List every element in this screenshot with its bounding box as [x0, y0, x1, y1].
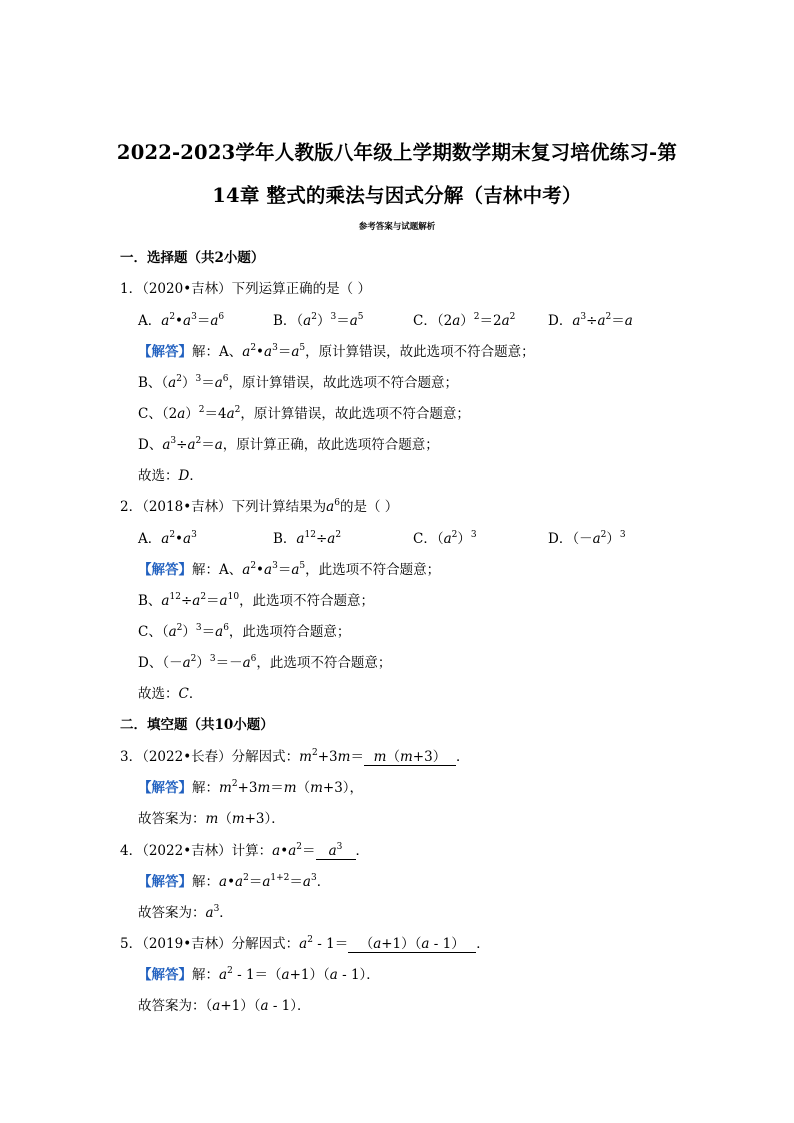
question-source: （2020•吉林）: [142, 281, 232, 297]
question-number: 1．: [120, 281, 143, 297]
q1-conclusion: 故选：D．: [138, 468, 203, 484]
section-heading-choice: 一．选择题（共2小题）: [120, 250, 265, 266]
question-1: [120, 280, 371, 298]
q1-answer: D: [178, 468, 190, 484]
q5-conclusion: 故答案为：（a+1）（a - 1）．: [138, 998, 311, 1014]
q1-solution-d: D、$a^3\div a^2=a$，原计算正确，故此选项符合题意；: [138, 436, 439, 453]
q2-option-d: D．$(-a^2)^3$: [548, 530, 626, 547]
q5-answer-blank: （a+1）（a - 1）: [348, 937, 476, 953]
q2-option-a: A．$a^2•a^3$: [138, 530, 197, 547]
q2-solution-d: D、$(-a^2)^3=-a^6$，此选项不符合题意；: [138, 654, 392, 671]
q1-option-b: B．$(a^2)^3=a^5$: [273, 312, 364, 329]
q2-conclusion: 故选：C．: [138, 686, 203, 702]
question-source: （2019•吉林）: [142, 936, 232, 952]
question-3: 3．（2022•长春）分解因式：$m^2+3m= m(m+3)$ ．: [120, 748, 470, 765]
q1-option-d: D．$a^3\div a^2=a$: [548, 312, 633, 329]
q1-solution-c: C、$(2a)^2=4a^2$，原计算错误，故此选项不符合题意；: [138, 405, 470, 422]
document-title-line2: 14章 整式的乘法与因式分解（吉林中考）: [212, 184, 582, 207]
q1-solution-a: 【解答】解：A、$a^2•a^3=a^5$，原计算错误，故此选项不符合题意；: [138, 343, 535, 360]
q4-answer-blank: $a^3$: [316, 844, 356, 860]
question-source: （2022•长春）: [142, 749, 232, 765]
section-heading-fill: 二．填空题（共10小题）: [120, 717, 274, 733]
q2-solution-a: 【解答】解：A、$a^2•a^3=a^5$，此选项不符合题意；: [138, 561, 441, 578]
document-subtitle: 参考答案与试题解析: [358, 222, 436, 232]
q3-conclusion: 故答案为：m（m+3）．: [138, 811, 285, 827]
answer-tag: 【解答】: [138, 344, 192, 360]
q2-option-b: B．$a^{12}\div a^2$: [273, 530, 342, 547]
q2-answer: C: [178, 686, 189, 702]
q2-solution-b: B、$a^{12}\div a^2=a^{10}$，此选项不符合题意；: [138, 592, 375, 609]
q4-solution: 【解答】解：$a•a^2=a^{1+2}=a^3$．: [138, 873, 331, 890]
q5-solution: 【解答】解：$a^2 - 1=(a+1)(a - 1)$．: [138, 966, 380, 983]
question-text: 下列运算正确的是（ ）: [231, 281, 371, 297]
question-5: 5．（2019•吉林）分解因式：$a^2 - 1= (a+1)(a - 1)$ ．: [120, 935, 490, 952]
q2-option-c: C．$(a^2)^3$: [413, 530, 477, 547]
answer-tag: 【解答】: [138, 562, 192, 578]
question-source: （2018•吉林）: [142, 499, 232, 515]
answer-tag: 【解答】: [138, 780, 192, 796]
answer-tag: 【解答】: [138, 967, 192, 983]
q3-solution: 【解答】解：$m^2+3m=m(m+3)$，: [138, 779, 364, 796]
document-title-line1: 2022-2023学年人教版八年级上学期数学期末复习培优练习-第: [116, 141, 678, 164]
question-2: 2．（2018•吉林）下列计算结果为$a^6$的是（ ）: [120, 498, 399, 515]
q1-option-a: A．$a^2•a^3=a^6$: [138, 312, 225, 329]
q4-conclusion: 故答案为：$a^3$．: [138, 904, 233, 921]
q1-solution-b: B、$(a^2)^3=a^6$，原计算错误，故此选项不符合题意；: [138, 374, 458, 391]
answer-tag: 【解答】: [138, 874, 192, 890]
q2-solution-c: C、$(a^2)^3=a^6$，此选项符合题意；: [138, 623, 351, 640]
q1-option-c: C．$(2a)^2=2a^2$: [413, 312, 516, 329]
q3-answer-blank: m（m+3）: [364, 750, 456, 766]
question-source: （2022•吉林）: [142, 843, 232, 859]
question-4: 4．（2022•吉林）计算：$a•a^2= a^3$ ．: [120, 842, 369, 859]
